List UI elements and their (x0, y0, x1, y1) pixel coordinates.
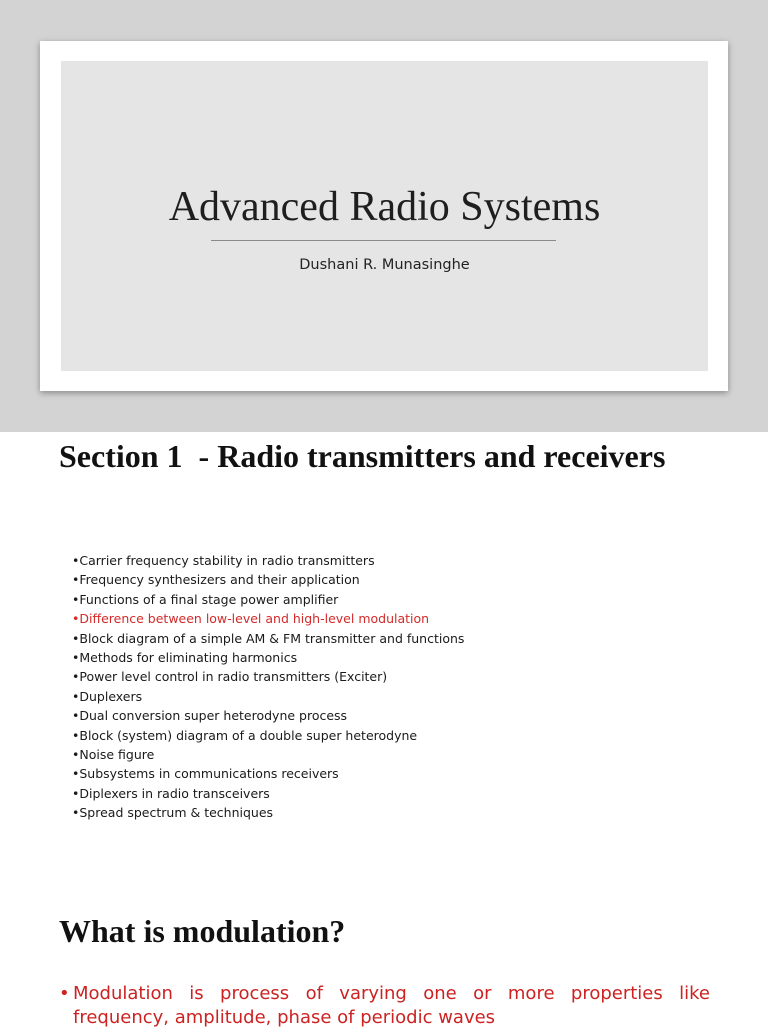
list-item: •Block diagram of a simple AM & FM transmitter and functions (72, 630, 465, 646)
list-item: •Dual conversion super heterodyne process (72, 708, 348, 724)
list-item: •Diplexers in radio transceivers (72, 785, 270, 801)
section-heading: Section 1 - Radio transmitters and receivers (59, 438, 666, 474)
list-item: •Carrier frequency stability in radio transmitters (72, 553, 375, 568)
list-item: •Methods for eliminating harmonics (72, 650, 298, 666)
list-item: •Spread spectrum & techniques (72, 805, 274, 821)
list-item: •Noise figure (72, 747, 155, 763)
slide-author: Dushani R. Munasinghe (299, 257, 470, 273)
list-item: •Duplexers (72, 688, 143, 704)
bullet-marker: • (59, 983, 70, 1004)
title-slide-card (40, 41, 728, 391)
definition-text: Modulation is process of varying one or more properties like frequency, amplitude, phase of periodic waves (73, 983, 710, 1028)
title-divider (211, 240, 556, 241)
list-item: •Functions of a final stage power amplifier (72, 591, 339, 607)
slide-title: Advanced Radio Systems (168, 184, 601, 230)
list-item: •Subsystems in communications receivers (72, 766, 339, 782)
title-slide-band (0, 0, 768, 432)
list-item: •Power level control in radio transmitters (Exciter) (72, 669, 388, 685)
modulation-definition (59, 982, 710, 1030)
list-item: •Difference between low-level and high-level modulation (72, 611, 430, 627)
list-item: •Frequency synthesizers and their application (72, 572, 360, 588)
list-item: •Block (system) diagram of a double super heterodyne (72, 727, 418, 743)
modulation-heading: What is modulation? (59, 913, 346, 949)
topic-list (72, 551, 464, 823)
title-slide-panel (61, 61, 708, 371)
